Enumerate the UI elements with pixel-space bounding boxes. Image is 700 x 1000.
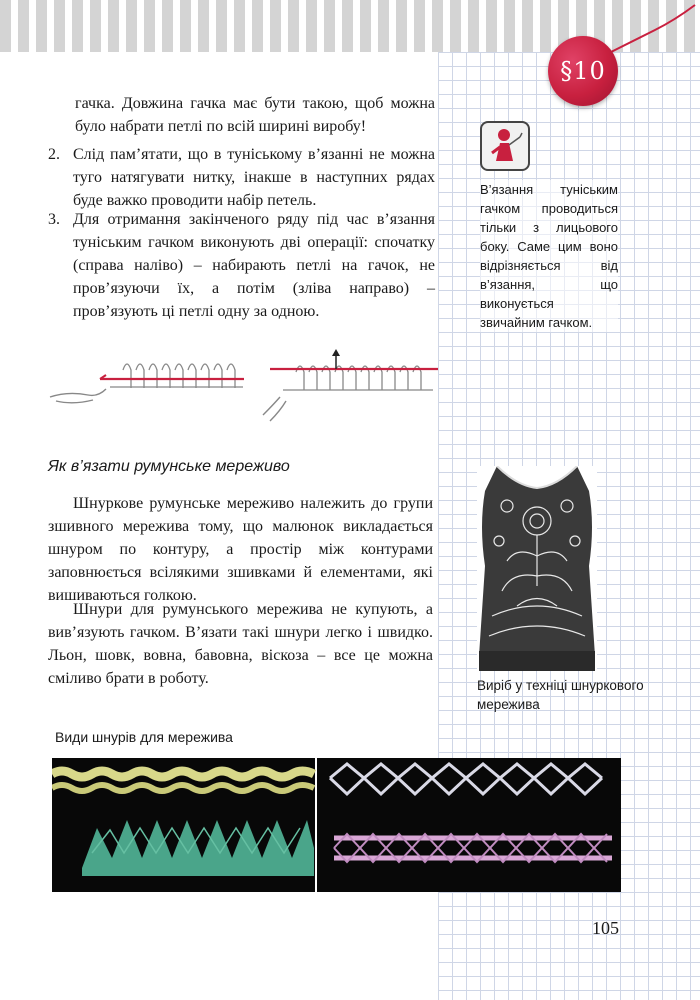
list-number: 2. [48,146,60,163]
vest-caption: Виріб у техніці шнуркового мережива [477,678,644,712]
list-number: 3. [48,211,60,228]
page-number: 105 [592,918,619,938]
paragraph: Шнури для румунського мережива не купують, а вив’язують гачком. В’язати такі шнури легко і швидко. Льон, шовк, вовна, бавовна, віскоза – все це можна сміливо брати в роботу. [48,601,433,687]
section-number: §10 [560,57,606,85]
knitting-figure-icon [480,121,530,171]
list-item [48,143,435,212]
lace-vest-photo [477,466,597,671]
loops-left [110,364,243,388]
paragraph-continuation: гачка. Довжина гачка має бути такою, щоб можна було набрати петлі по всій ширині виробу! [75,95,435,135]
yarn-ball-section-badge [548,36,618,106]
list-item [48,208,435,323]
section-heading: Як в’язати румунське мереживо [48,458,290,475]
tunisian-crochet-diagram [48,345,445,425]
list-text: Слід пам’ятати, що в туніському в’язанні не можна туго натягувати нитку, інакше в наступних рядах буде важко проводити набір петель. [73,146,435,209]
sidebar-note: В’язання туніським гачком проводиться тільки з лицьового боку. Саме цим воно відрізняється від в’язання, що виконується звичайним гачком. [480,182,618,330]
paragraph: Шнуркове румунське мереживо належить до групи зшивного мережива тому, що малюнок викладається шнуром по контуру, а простір між контурами заповнюється всілякими зшивками й елементами, які вишиваються голкою. [48,495,433,604]
lace-cords-photo [52,758,621,892]
list-text: Для отримання закінченого ряду під час в’язання туніським гачком виконують дві операції: спочатку (справа наліво) – набирають петлі на гачок, не пров’язуючи їх, а потім (зліва направо) – пров’язують ці петлі одну за одною. [73,211,435,320]
cords-caption: Види шнурів для мережива [55,729,233,745]
